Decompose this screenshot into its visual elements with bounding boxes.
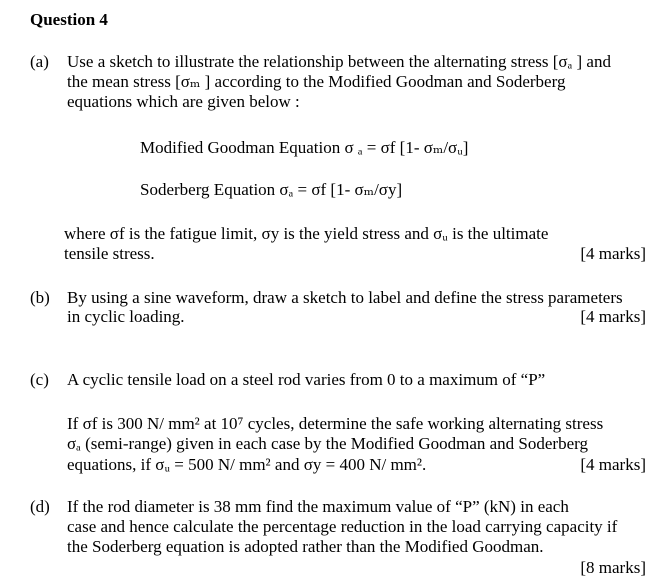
part-c-marks: [4 marks] [580,455,646,474]
part-d-line-2: case and hence calculate the percentage reduction in the load carrying capacity if [67,517,618,536]
part-a-label: (a) [30,52,49,71]
part-a-marks: [4 marks] [580,244,646,263]
part-d-line-3: the Soderberg equation is adopted rather than the Modified Goodman. [67,537,544,556]
part-c-label: (c) [30,370,49,389]
part-b-marks: [4 marks] [580,307,646,326]
part-b-line-2: in cyclic loading. [67,307,185,326]
part-a-intro-line-3: equations which are given below : [67,92,300,111]
part-d-line-1: If the rod diameter is 38 mm find the maximum value of “P” (kN) in each [67,497,569,516]
soderberg-equation: Soderberg Equation σₐ = σf [1- σₘ/σy] [140,180,403,199]
modified-goodman-equation: Modified Goodman Equation σ ₐ = σf [1- σₘ/σᵤ] [140,138,469,157]
part-a-intro-line-1: Use a sketch to illustrate the relationship between the alternating stress [σₐ ] and [67,52,611,71]
question-title: Question 4 [30,10,108,29]
part-c-line-2: If σf is 300 N/ mm² at 10⁷ cycles, determine the safe working alternating stress [67,414,604,433]
part-a-where-line-2: tensile stress. [64,244,155,263]
part-b-line-1: By using a sine waveform, draw a sketch to label and define the stress parameters [67,288,623,307]
part-c-line-1: A cyclic tensile load on a steel rod varies from 0 to a maximum of “P” [67,370,546,389]
part-c-line-4: equations, if σᵤ = 500 N/ mm² and σy = 400 N/ mm². [67,455,427,474]
part-d-label: (d) [30,497,50,516]
part-c-line-3: σₐ (semi-range) given in each case by the Modified Goodman and Soderberg [67,434,588,453]
part-b-label: (b) [30,288,50,307]
part-a-where-line-1: where σf is the fatigue limit, σy is the yield stress and σᵤ is the ultimate [64,224,549,243]
part-d-marks: [8 marks] [580,558,646,577]
part-a-intro-line-2: the mean stress [σₘ ] according to the Modified Goodman and Soderberg [67,72,566,91]
